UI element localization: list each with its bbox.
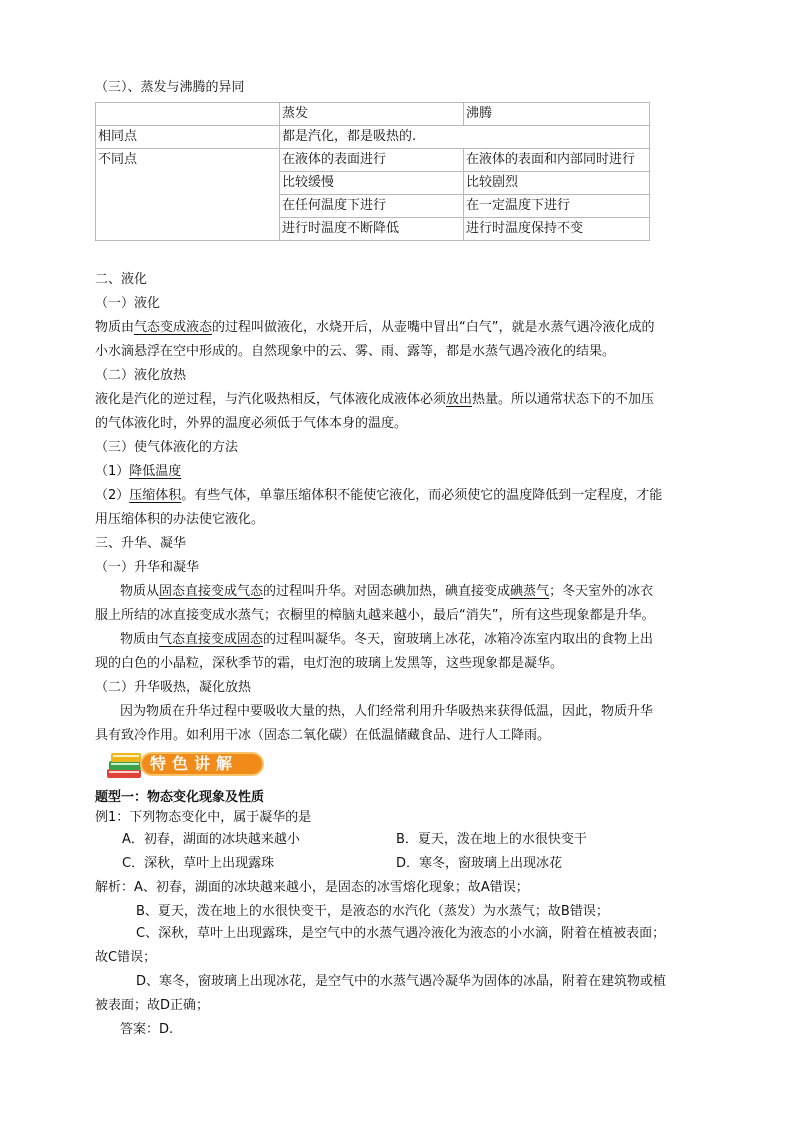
paragraph-line: 具有致冷作用。如利用干冰（固态二氧化碳）在低温储藏食品、进行人工降雨。 xyxy=(95,728,551,743)
text-span: 热量。所以通常状态下的不加压 xyxy=(472,392,655,407)
analysis-line: C、深秋，草叶上出现露珠，是空气中的水蒸气遇冷液化为液态的小水滴，附着在植被表面； xyxy=(136,926,666,941)
table-header-evaporation: 蒸发 xyxy=(280,103,464,126)
question-stem: 例1：下列物态变化中，属于凝华的是 xyxy=(95,810,312,825)
table-cell: 在一定温度下进行 xyxy=(464,195,650,218)
underlined-term: 碘蒸气 xyxy=(510,584,550,599)
option-d: D．寒冬，窗玻璃上出现冰花 xyxy=(396,856,563,871)
text-span: 。有些气体，单靠压缩体积不能使它液化，而必须使它的温度降低到一定程度，才能 xyxy=(181,488,663,503)
analysis-line: B、夏天，泼在地上的水很快变干，是液态的水汽化（蒸发）为水蒸气；故B错误； xyxy=(136,904,609,919)
text-span: 的过程叫升华。对固态碘加热，碘直接变成 xyxy=(263,584,511,599)
analysis-line: D、寒冬，窗玻璃上出现冰花，是空气中的水蒸气遇冷凝华为固体的冰晶，附着在建筑物或植 xyxy=(136,974,667,989)
text-span: 物质由 xyxy=(95,320,135,335)
method-line xyxy=(95,460,181,484)
underlined-term: 固态直接变成气态 xyxy=(159,584,264,599)
subheading-liquefaction-methods: （三）使气体液化的方法 xyxy=(95,440,239,455)
subheading-liquefaction: （一）液化 xyxy=(95,296,161,311)
underlined-term: 压缩体积 xyxy=(129,488,182,503)
paragraph-line: 用压缩体积的办法使它液化。 xyxy=(95,512,265,527)
text-span: 物质从 xyxy=(120,584,160,599)
option-c: C．深秋，草叶上出现露珠 xyxy=(122,856,275,871)
text-span: 物质由 xyxy=(120,632,160,647)
analysis-line: 故C错误； xyxy=(95,950,157,965)
text-span: （2） xyxy=(95,488,130,503)
table-header-boiling: 沸腾 xyxy=(464,103,650,126)
analysis-line: 解析：A、初春，湖面的冰块越来越小，是固态的冰雪熔化现象；故A错误； xyxy=(95,880,529,895)
table-cell: 进行时温度不断降低 xyxy=(280,218,464,241)
subheading-sublimation-heat: （二）升华吸热，凝化放热 xyxy=(95,680,252,695)
table-cell: 在液体的表面进行 xyxy=(280,149,464,172)
heading-liquefaction: 二、液化 xyxy=(95,272,148,287)
paragraph-line: 小水滴悬浮在空中形成的。自然现象中的云、雾、雨、露等，都是水蒸气遇冷液化的结果。 xyxy=(95,344,616,359)
paragraph-line: 的气体液化时，外界的温度必须低于气体本身的温度。 xyxy=(95,416,408,431)
table-cell: 在任何温度下进行 xyxy=(280,195,464,218)
table-cell: 比较剧烈 xyxy=(464,172,650,195)
method-line xyxy=(95,484,662,508)
table-header-row xyxy=(96,103,650,126)
feature-banner xyxy=(104,747,266,781)
paragraph-line: 服上所结的冰直接变成水蒸气；衣橱里的樟脑丸越来越小，最后“消失”，所有这些现象都是升华。 xyxy=(95,608,655,623)
table-cell: 都是汽化，都是吸热的. xyxy=(280,126,650,149)
paragraph-line: 因为物质在升华过程中要吸收大量的热，人们经常利用升华吸热来获得低温，因此，物质升华 xyxy=(120,704,654,719)
text-span: （1） xyxy=(95,464,130,479)
analysis-line: 被表面；故D正确； xyxy=(95,998,210,1013)
comparison-table xyxy=(95,102,650,241)
heading-sublimation: 三、升华、凝华 xyxy=(95,536,187,551)
table-label-different: 不同点 xyxy=(96,149,280,241)
paragraph-line xyxy=(120,628,653,652)
answer-line: 答案：D. xyxy=(120,1022,174,1037)
section-heading-evaporation-boiling: （三）、蒸发与沸腾的异同 xyxy=(95,80,245,95)
paragraph-line xyxy=(95,388,654,412)
table-cell: 在液体的表面和内部同时进行 xyxy=(464,149,650,172)
underlined-term: 降低温度 xyxy=(129,464,182,479)
text-span: 的过程叫做液化，水烧开后，从壶嘴中冒出“白气”，就是水蒸气遇冷液化成的 xyxy=(212,320,655,335)
table-cell: 比较缓慢 xyxy=(280,172,464,195)
text-span: ；冬天室外的冰衣 xyxy=(549,584,654,599)
paragraph-line xyxy=(95,316,655,340)
text-span: 液化是汽化的逆过程，与汽化吸热相反，气体液化成液体必须 xyxy=(95,392,447,407)
text-span: 的过程叫凝华。冬天，窗玻璃上冰花，冰箱冷冻室内取出的食物上出 xyxy=(263,632,654,647)
option-a: A．初春，湖面的冰块越来越小 xyxy=(122,832,300,847)
question-topic: 题型一：物态变化现象及性质 xyxy=(95,790,265,805)
underlined-term: 气态变成液态 xyxy=(134,320,213,335)
subheading-liquefaction-heat: （二）液化放热 xyxy=(95,368,187,383)
option-b: B．夏天，泼在地上的水很快变干 xyxy=(396,832,587,847)
underlined-term: 气态直接变成固态 xyxy=(159,632,264,647)
underlined-term: 放出 xyxy=(446,392,473,407)
paragraph-line xyxy=(120,580,653,604)
table-cell xyxy=(96,103,280,126)
paragraph-line: 现的白色的小晶粒，深秋季节的霜，电灯泡的玻璃上发黑等，这些现象都是凝华。 xyxy=(95,656,564,671)
table-label-same: 相同点 xyxy=(96,126,280,149)
banner-title: 特色讲解 xyxy=(150,754,239,773)
table-cell: 进行时温度保持不变 xyxy=(464,218,650,241)
table-row xyxy=(96,126,650,149)
subheading-sublimation: （一）升华和凝华 xyxy=(95,560,200,575)
table-row xyxy=(96,149,650,172)
